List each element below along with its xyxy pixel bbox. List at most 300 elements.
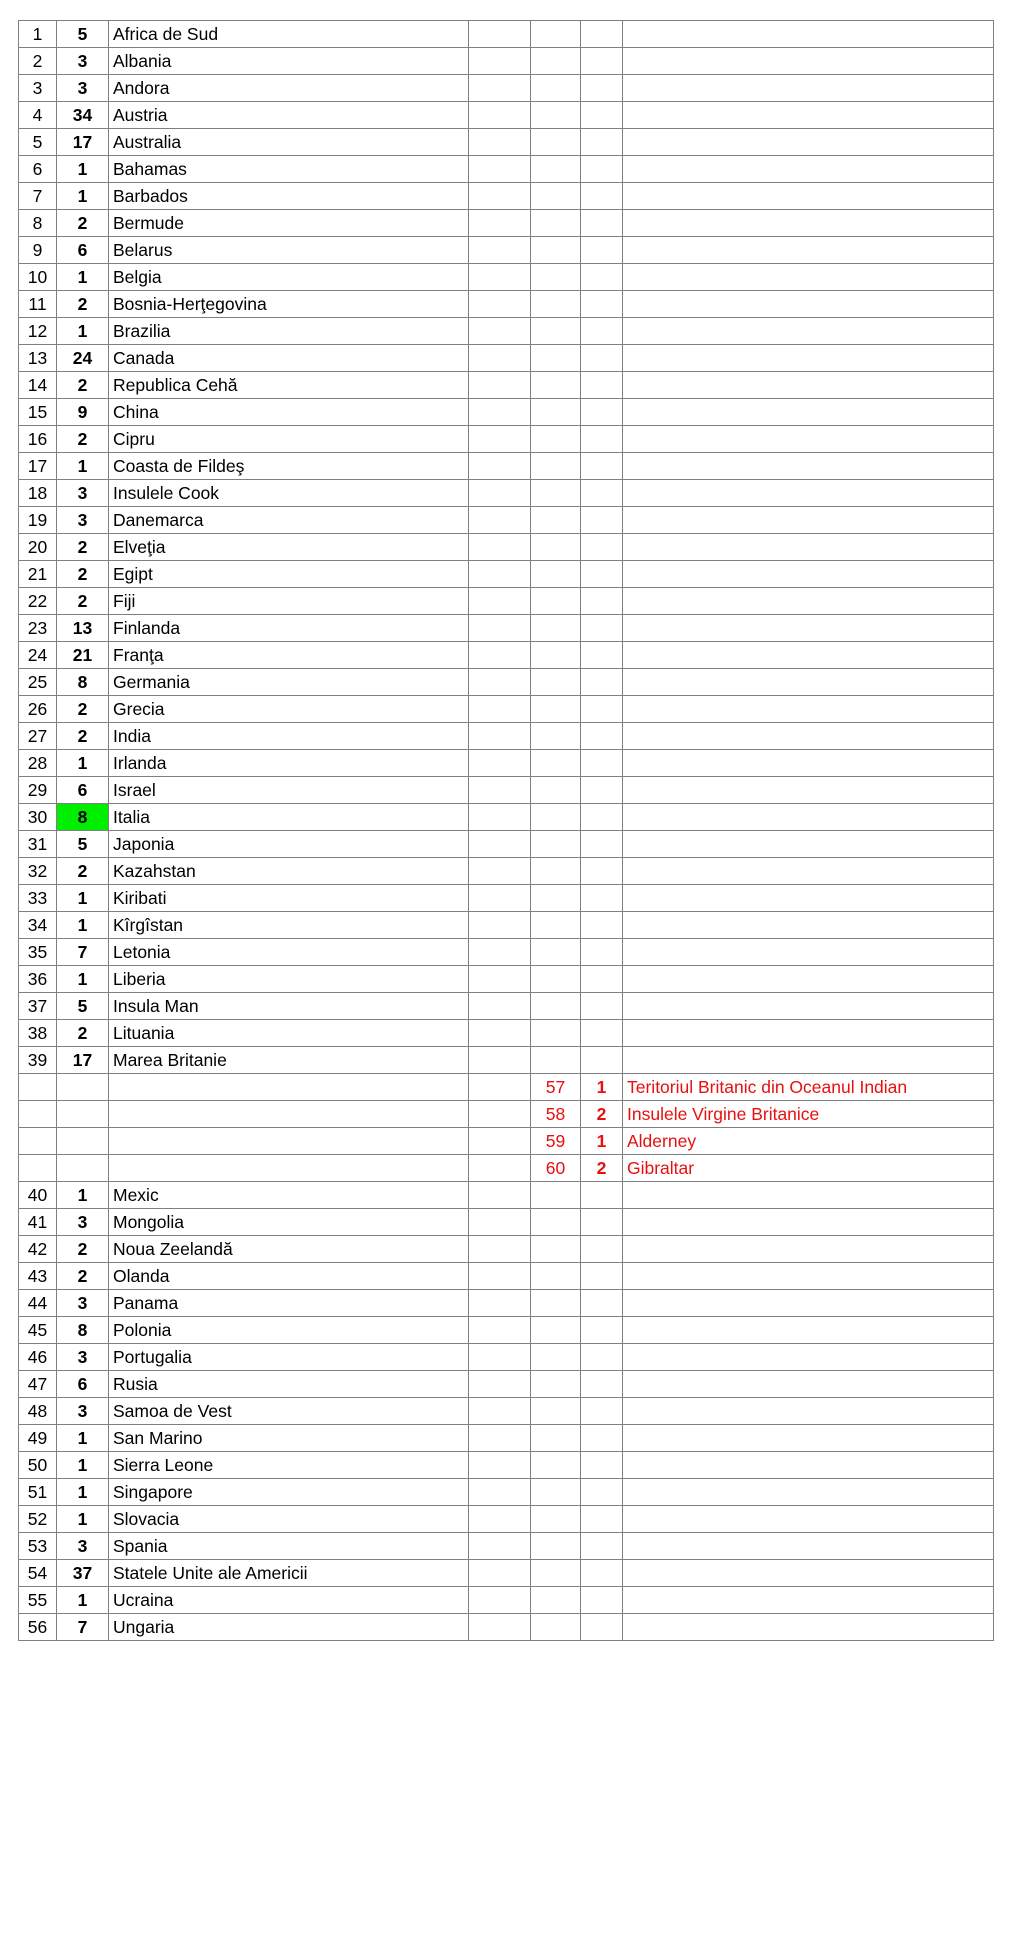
cell-empty-g[interactable] bbox=[623, 21, 994, 48]
cell-count[interactable]: 1 bbox=[57, 183, 109, 210]
cell-country-name[interactable]: Rusia bbox=[109, 1371, 469, 1398]
cell-empty-e[interactable] bbox=[531, 588, 581, 615]
cell-count[interactable]: 2 bbox=[57, 588, 109, 615]
cell-empty-g[interactable] bbox=[623, 507, 994, 534]
cell-empty-g[interactable] bbox=[623, 48, 994, 75]
cell-row-number[interactable]: 42 bbox=[19, 1236, 57, 1263]
cell-empty-d[interactable] bbox=[469, 723, 531, 750]
cell-row-number[interactable]: 27 bbox=[19, 723, 57, 750]
cell-empty-g[interactable] bbox=[623, 777, 994, 804]
cell-count[interactable]: 1 bbox=[57, 318, 109, 345]
cell-row-number[interactable]: 19 bbox=[19, 507, 57, 534]
cell-country-name[interactable]: China bbox=[109, 399, 469, 426]
cell-empty-d[interactable] bbox=[469, 1425, 531, 1452]
cell-empty-d[interactable] bbox=[469, 1236, 531, 1263]
cell-empty-e[interactable] bbox=[531, 1236, 581, 1263]
cell-count[interactable]: 2 bbox=[57, 858, 109, 885]
cell-empty-d[interactable] bbox=[469, 696, 531, 723]
cell-empty-d[interactable] bbox=[469, 1317, 531, 1344]
cell-count[interactable]: 1 bbox=[57, 1506, 109, 1533]
cell-empty-e[interactable] bbox=[531, 156, 581, 183]
cell-row-number[interactable]: 29 bbox=[19, 777, 57, 804]
cell-row-number[interactable]: 53 bbox=[19, 1533, 57, 1560]
cell-row-number[interactable]: 40 bbox=[19, 1182, 57, 1209]
cell-empty-d[interactable] bbox=[469, 1209, 531, 1236]
cell-count[interactable]: 2 bbox=[57, 534, 109, 561]
cell-row-number[interactable]: 7 bbox=[19, 183, 57, 210]
cell-empty-e[interactable] bbox=[531, 723, 581, 750]
cell-count[interactable]: 17 bbox=[57, 129, 109, 156]
cell-empty-d[interactable] bbox=[469, 75, 531, 102]
cell-count[interactable]: 5 bbox=[57, 21, 109, 48]
cell-empty-f[interactable] bbox=[581, 426, 623, 453]
cell-count[interactable]: 6 bbox=[57, 1371, 109, 1398]
cell-country-name[interactable]: Irlanda bbox=[109, 750, 469, 777]
cell-empty-e[interactable] bbox=[531, 1587, 581, 1614]
cell-empty-f[interactable] bbox=[581, 1533, 623, 1560]
cell-empty-e[interactable] bbox=[531, 1398, 581, 1425]
cell-empty-e[interactable] bbox=[531, 1560, 581, 1587]
cell-country-name[interactable]: Cipru bbox=[109, 426, 469, 453]
cell-country-name[interactable]: Danemarca bbox=[109, 507, 469, 534]
cell-row-number[interactable]: 39 bbox=[19, 1047, 57, 1074]
cell-empty-f[interactable] bbox=[581, 345, 623, 372]
cell-empty-g[interactable] bbox=[623, 696, 994, 723]
cell-empty-f[interactable] bbox=[581, 831, 623, 858]
cell-row-number[interactable]: 25 bbox=[19, 669, 57, 696]
cell-row-number[interactable]: 38 bbox=[19, 1020, 57, 1047]
cell-empty-g[interactable] bbox=[623, 1182, 994, 1209]
cell-sub-territory-name[interactable]: Insulele Virgine Britanice bbox=[623, 1101, 994, 1128]
cell-count[interactable]: 1 bbox=[57, 885, 109, 912]
cell-empty-f[interactable] bbox=[581, 1317, 623, 1344]
cell-row-number[interactable]: 1 bbox=[19, 21, 57, 48]
cell-empty-d[interactable] bbox=[469, 912, 531, 939]
cell-empty-e[interactable] bbox=[531, 777, 581, 804]
cell-empty-g[interactable] bbox=[623, 534, 994, 561]
cell-count[interactable]: 2 bbox=[57, 426, 109, 453]
cell-empty-d[interactable] bbox=[469, 1074, 531, 1101]
cell-country-name[interactable]: Israel bbox=[109, 777, 469, 804]
cell-empty-e[interactable] bbox=[531, 237, 581, 264]
cell-empty-f[interactable] bbox=[581, 642, 623, 669]
cell-count[interactable]: 1 bbox=[57, 966, 109, 993]
cell-empty-f[interactable] bbox=[581, 156, 623, 183]
cell-empty-e[interactable] bbox=[531, 1614, 581, 1641]
cell-empty-d[interactable] bbox=[469, 1155, 531, 1182]
cell-row-number[interactable]: 52 bbox=[19, 1506, 57, 1533]
cell-country-name[interactable]: Germania bbox=[109, 669, 469, 696]
cell-empty-g[interactable] bbox=[623, 642, 994, 669]
cell-row-number[interactable]: 47 bbox=[19, 1371, 57, 1398]
cell-row-number[interactable]: 45 bbox=[19, 1317, 57, 1344]
cell-empty-d[interactable] bbox=[469, 642, 531, 669]
cell-country-name[interactable]: Marea Britanie bbox=[109, 1047, 469, 1074]
cell-empty-f[interactable] bbox=[581, 1398, 623, 1425]
cell-empty-g[interactable] bbox=[623, 993, 994, 1020]
cell-country-name[interactable]: Elveţia bbox=[109, 534, 469, 561]
cell-empty-d[interactable] bbox=[469, 183, 531, 210]
cell-empty-f[interactable] bbox=[581, 102, 623, 129]
cell-country-name[interactable]: Fiji bbox=[109, 588, 469, 615]
cell-empty-f[interactable] bbox=[581, 1209, 623, 1236]
cell-sub-row-number[interactable]: 57 bbox=[531, 1074, 581, 1101]
cell-empty-a[interactable] bbox=[19, 1101, 57, 1128]
cell-empty-f[interactable] bbox=[581, 939, 623, 966]
cell-count[interactable]: 3 bbox=[57, 1209, 109, 1236]
cell-empty-d[interactable] bbox=[469, 588, 531, 615]
cell-empty-f[interactable] bbox=[581, 1452, 623, 1479]
cell-count[interactable]: 3 bbox=[57, 75, 109, 102]
cell-empty-f[interactable] bbox=[581, 993, 623, 1020]
cell-empty-e[interactable] bbox=[531, 183, 581, 210]
cell-count[interactable]: 7 bbox=[57, 939, 109, 966]
cell-empty-e[interactable] bbox=[531, 1047, 581, 1074]
cell-empty-e[interactable] bbox=[531, 993, 581, 1020]
cell-empty-e[interactable] bbox=[531, 1506, 581, 1533]
cell-country-name[interactable]: Ungaria bbox=[109, 1614, 469, 1641]
cell-count[interactable]: 3 bbox=[57, 1398, 109, 1425]
cell-empty-e[interactable] bbox=[531, 129, 581, 156]
cell-empty-d[interactable] bbox=[469, 831, 531, 858]
cell-empty-e[interactable] bbox=[531, 696, 581, 723]
cell-row-number[interactable]: 16 bbox=[19, 426, 57, 453]
cell-empty-g[interactable] bbox=[623, 1587, 994, 1614]
cell-row-number[interactable]: 6 bbox=[19, 156, 57, 183]
cell-count[interactable]: 2 bbox=[57, 723, 109, 750]
cell-empty-g[interactable] bbox=[623, 1020, 994, 1047]
cell-row-number[interactable]: 46 bbox=[19, 1344, 57, 1371]
cell-empty-b[interactable] bbox=[57, 1074, 109, 1101]
cell-empty-d[interactable] bbox=[469, 1506, 531, 1533]
cell-country-name[interactable]: Insulele Cook bbox=[109, 480, 469, 507]
cell-empty-g[interactable] bbox=[623, 1047, 994, 1074]
cell-empty-g[interactable] bbox=[623, 1614, 994, 1641]
cell-empty-e[interactable] bbox=[531, 1020, 581, 1047]
cell-country-name[interactable]: Andora bbox=[109, 75, 469, 102]
cell-empty-g[interactable] bbox=[623, 1344, 994, 1371]
cell-empty-f[interactable] bbox=[581, 129, 623, 156]
cell-empty-f[interactable] bbox=[581, 75, 623, 102]
cell-count[interactable]: 3 bbox=[57, 1533, 109, 1560]
cell-empty-e[interactable] bbox=[531, 48, 581, 75]
cell-empty-c[interactable] bbox=[109, 1074, 469, 1101]
cell-row-number[interactable]: 18 bbox=[19, 480, 57, 507]
cell-row-number[interactable]: 26 bbox=[19, 696, 57, 723]
cell-empty-e[interactable] bbox=[531, 1371, 581, 1398]
cell-country-name[interactable]: Grecia bbox=[109, 696, 469, 723]
cell-empty-e[interactable] bbox=[531, 480, 581, 507]
cell-empty-d[interactable] bbox=[469, 1371, 531, 1398]
cell-row-number[interactable]: 28 bbox=[19, 750, 57, 777]
cell-row-number[interactable]: 56 bbox=[19, 1614, 57, 1641]
cell-empty-d[interactable] bbox=[469, 750, 531, 777]
cell-row-number[interactable]: 23 bbox=[19, 615, 57, 642]
cell-empty-d[interactable] bbox=[469, 507, 531, 534]
cell-country-name[interactable]: Samoa de Vest bbox=[109, 1398, 469, 1425]
cell-country-name[interactable]: Bosnia-Herţegovina bbox=[109, 291, 469, 318]
cell-count[interactable]: 2 bbox=[57, 291, 109, 318]
cell-empty-g[interactable] bbox=[623, 453, 994, 480]
cell-empty-g[interactable] bbox=[623, 291, 994, 318]
cell-empty-g[interactable] bbox=[623, 804, 994, 831]
cell-empty-d[interactable] bbox=[469, 1290, 531, 1317]
cell-country-name[interactable]: Kiribati bbox=[109, 885, 469, 912]
cell-empty-g[interactable] bbox=[623, 561, 994, 588]
cell-count[interactable]: 1 bbox=[57, 264, 109, 291]
cell-empty-f[interactable] bbox=[581, 1290, 623, 1317]
cell-empty-e[interactable] bbox=[531, 372, 581, 399]
cell-row-number[interactable]: 20 bbox=[19, 534, 57, 561]
cell-country-name[interactable]: Kîrgîstan bbox=[109, 912, 469, 939]
cell-empty-d[interactable] bbox=[469, 1128, 531, 1155]
cell-empty-e[interactable] bbox=[531, 21, 581, 48]
cell-count[interactable]: 1 bbox=[57, 1587, 109, 1614]
cell-empty-e[interactable] bbox=[531, 426, 581, 453]
cell-empty-e[interactable] bbox=[531, 102, 581, 129]
cell-empty-e[interactable] bbox=[531, 1479, 581, 1506]
cell-empty-c[interactable] bbox=[109, 1128, 469, 1155]
cell-empty-f[interactable] bbox=[581, 507, 623, 534]
cell-empty-g[interactable] bbox=[623, 588, 994, 615]
cell-empty-f[interactable] bbox=[581, 318, 623, 345]
cell-count[interactable]: 3 bbox=[57, 1290, 109, 1317]
cell-country-name[interactable]: Sierra Leone bbox=[109, 1452, 469, 1479]
cell-row-number[interactable]: 15 bbox=[19, 399, 57, 426]
cell-empty-d[interactable] bbox=[469, 237, 531, 264]
cell-country-name[interactable]: Letonia bbox=[109, 939, 469, 966]
cell-empty-e[interactable] bbox=[531, 291, 581, 318]
cell-count[interactable]: 1 bbox=[57, 1425, 109, 1452]
cell-empty-g[interactable] bbox=[623, 912, 994, 939]
cell-empty-f[interactable] bbox=[581, 264, 623, 291]
cell-empty-f[interactable] bbox=[581, 1344, 623, 1371]
cell-country-name[interactable]: Mongolia bbox=[109, 1209, 469, 1236]
cell-row-number[interactable]: 44 bbox=[19, 1290, 57, 1317]
cell-country-name[interactable]: Noua Zeelandă bbox=[109, 1236, 469, 1263]
cell-empty-g[interactable] bbox=[623, 831, 994, 858]
cell-empty-e[interactable] bbox=[531, 858, 581, 885]
cell-country-name[interactable]: Africa de Sud bbox=[109, 21, 469, 48]
cell-row-number[interactable]: 8 bbox=[19, 210, 57, 237]
cell-empty-g[interactable] bbox=[623, 210, 994, 237]
cell-empty-f[interactable] bbox=[581, 1479, 623, 1506]
cell-count[interactable]: 2 bbox=[57, 210, 109, 237]
cell-empty-f[interactable] bbox=[581, 183, 623, 210]
cell-empty-f[interactable] bbox=[581, 588, 623, 615]
cell-empty-d[interactable] bbox=[469, 345, 531, 372]
cell-empty-e[interactable] bbox=[531, 1533, 581, 1560]
cell-empty-f[interactable] bbox=[581, 453, 623, 480]
cell-empty-f[interactable] bbox=[581, 912, 623, 939]
cell-empty-d[interactable] bbox=[469, 372, 531, 399]
cell-row-number[interactable]: 37 bbox=[19, 993, 57, 1020]
cell-empty-g[interactable] bbox=[623, 264, 994, 291]
cell-empty-f[interactable] bbox=[581, 210, 623, 237]
cell-sub-territory-name[interactable]: Gibraltar bbox=[623, 1155, 994, 1182]
cell-empty-f[interactable] bbox=[581, 48, 623, 75]
cell-count[interactable]: 1 bbox=[57, 912, 109, 939]
cell-count[interactable]: 7 bbox=[57, 1614, 109, 1641]
cell-row-number[interactable]: 10 bbox=[19, 264, 57, 291]
cell-empty-d[interactable] bbox=[469, 156, 531, 183]
cell-row-number[interactable]: 31 bbox=[19, 831, 57, 858]
cell-row-number[interactable]: 32 bbox=[19, 858, 57, 885]
cell-empty-a[interactable] bbox=[19, 1155, 57, 1182]
cell-count[interactable]: 24 bbox=[57, 345, 109, 372]
cell-row-number[interactable]: 4 bbox=[19, 102, 57, 129]
cell-sub-count[interactable]: 2 bbox=[581, 1101, 623, 1128]
cell-count[interactable]: 2 bbox=[57, 561, 109, 588]
cell-row-number[interactable]: 36 bbox=[19, 966, 57, 993]
cell-empty-d[interactable] bbox=[469, 993, 531, 1020]
cell-empty-f[interactable] bbox=[581, 777, 623, 804]
cell-empty-d[interactable] bbox=[469, 669, 531, 696]
cell-country-name[interactable]: Republica Cehă bbox=[109, 372, 469, 399]
cell-empty-d[interactable] bbox=[469, 777, 531, 804]
cell-empty-d[interactable] bbox=[469, 1020, 531, 1047]
cell-empty-d[interactable] bbox=[469, 1452, 531, 1479]
cell-empty-a[interactable] bbox=[19, 1128, 57, 1155]
cell-empty-g[interactable] bbox=[623, 1317, 994, 1344]
cell-count[interactable]: 8 bbox=[57, 804, 109, 831]
cell-empty-g[interactable] bbox=[623, 1506, 994, 1533]
cell-empty-e[interactable] bbox=[531, 1209, 581, 1236]
cell-empty-g[interactable] bbox=[623, 858, 994, 885]
cell-empty-e[interactable] bbox=[531, 885, 581, 912]
cell-empty-e[interactable] bbox=[531, 318, 581, 345]
cell-row-number[interactable]: 34 bbox=[19, 912, 57, 939]
cell-empty-g[interactable] bbox=[623, 426, 994, 453]
cell-empty-g[interactable] bbox=[623, 750, 994, 777]
cell-empty-f[interactable] bbox=[581, 21, 623, 48]
cell-empty-f[interactable] bbox=[581, 885, 623, 912]
cell-empty-g[interactable] bbox=[623, 723, 994, 750]
cell-empty-e[interactable] bbox=[531, 1263, 581, 1290]
cell-empty-f[interactable] bbox=[581, 1506, 623, 1533]
cell-empty-e[interactable] bbox=[531, 1317, 581, 1344]
cell-empty-g[interactable] bbox=[623, 345, 994, 372]
cell-empty-f[interactable] bbox=[581, 1263, 623, 1290]
cell-empty-e[interactable] bbox=[531, 399, 581, 426]
cell-row-number[interactable]: 35 bbox=[19, 939, 57, 966]
cell-empty-g[interactable] bbox=[623, 480, 994, 507]
cell-count[interactable]: 2 bbox=[57, 696, 109, 723]
cell-row-number[interactable]: 22 bbox=[19, 588, 57, 615]
cell-count[interactable]: 9 bbox=[57, 399, 109, 426]
cell-empty-d[interactable] bbox=[469, 966, 531, 993]
cell-country-name[interactable]: Lituania bbox=[109, 1020, 469, 1047]
cell-empty-d[interactable] bbox=[469, 1479, 531, 1506]
cell-empty-f[interactable] bbox=[581, 237, 623, 264]
cell-empty-d[interactable] bbox=[469, 1101, 531, 1128]
cell-empty-d[interactable] bbox=[469, 1614, 531, 1641]
cell-row-number[interactable]: 12 bbox=[19, 318, 57, 345]
cell-empty-g[interactable] bbox=[623, 1560, 994, 1587]
cell-empty-d[interactable] bbox=[469, 804, 531, 831]
cell-empty-f[interactable] bbox=[581, 750, 623, 777]
cell-empty-e[interactable] bbox=[531, 210, 581, 237]
cell-sub-row-number[interactable]: 58 bbox=[531, 1101, 581, 1128]
cell-country-name[interactable]: Australia bbox=[109, 129, 469, 156]
cell-empty-d[interactable] bbox=[469, 102, 531, 129]
cell-empty-g[interactable] bbox=[623, 615, 994, 642]
cell-row-number[interactable]: 51 bbox=[19, 1479, 57, 1506]
cell-empty-d[interactable] bbox=[469, 1182, 531, 1209]
cell-country-name[interactable]: Finlanda bbox=[109, 615, 469, 642]
cell-empty-f[interactable] bbox=[581, 723, 623, 750]
cell-sub-count[interactable]: 1 bbox=[581, 1074, 623, 1101]
cell-country-name[interactable]: Belarus bbox=[109, 237, 469, 264]
cell-count[interactable]: 1 bbox=[57, 453, 109, 480]
cell-empty-b[interactable] bbox=[57, 1101, 109, 1128]
cell-empty-e[interactable] bbox=[531, 507, 581, 534]
cell-country-name[interactable]: Spania bbox=[109, 1533, 469, 1560]
cell-empty-d[interactable] bbox=[469, 21, 531, 48]
cell-empty-f[interactable] bbox=[581, 534, 623, 561]
cell-empty-g[interactable] bbox=[623, 399, 994, 426]
cell-count[interactable]: 8 bbox=[57, 1317, 109, 1344]
cell-country-name[interactable]: India bbox=[109, 723, 469, 750]
cell-empty-g[interactable] bbox=[623, 183, 994, 210]
cell-empty-g[interactable] bbox=[623, 966, 994, 993]
cell-empty-g[interactable] bbox=[623, 129, 994, 156]
cell-empty-f[interactable] bbox=[581, 1371, 623, 1398]
cell-sub-count[interactable]: 2 bbox=[581, 1155, 623, 1182]
cell-country-name[interactable]: Japonia bbox=[109, 831, 469, 858]
cell-row-number[interactable]: 43 bbox=[19, 1263, 57, 1290]
cell-empty-g[interactable] bbox=[623, 1290, 994, 1317]
cell-empty-g[interactable] bbox=[623, 1209, 994, 1236]
cell-empty-e[interactable] bbox=[531, 1290, 581, 1317]
cell-empty-f[interactable] bbox=[581, 1425, 623, 1452]
cell-empty-f[interactable] bbox=[581, 615, 623, 642]
cell-empty-g[interactable] bbox=[623, 1263, 994, 1290]
cell-empty-d[interactable] bbox=[469, 291, 531, 318]
cell-count[interactable]: 3 bbox=[57, 1344, 109, 1371]
cell-empty-e[interactable] bbox=[531, 345, 581, 372]
cell-empty-d[interactable] bbox=[469, 48, 531, 75]
cell-count[interactable]: 37 bbox=[57, 1560, 109, 1587]
cell-empty-f[interactable] bbox=[581, 561, 623, 588]
cell-empty-d[interactable] bbox=[469, 1560, 531, 1587]
cell-count[interactable]: 6 bbox=[57, 237, 109, 264]
cell-count[interactable]: 1 bbox=[57, 1452, 109, 1479]
cell-empty-g[interactable] bbox=[623, 1425, 994, 1452]
cell-count[interactable]: 3 bbox=[57, 507, 109, 534]
cell-country-name[interactable]: Insula Man bbox=[109, 993, 469, 1020]
cell-country-name[interactable]: Coasta de Fildeş bbox=[109, 453, 469, 480]
cell-country-name[interactable]: Barbados bbox=[109, 183, 469, 210]
cell-empty-e[interactable] bbox=[531, 750, 581, 777]
cell-empty-f[interactable] bbox=[581, 291, 623, 318]
cell-empty-d[interactable] bbox=[469, 129, 531, 156]
cell-empty-d[interactable] bbox=[469, 426, 531, 453]
cell-empty-d[interactable] bbox=[469, 1344, 531, 1371]
cell-empty-g[interactable] bbox=[623, 1533, 994, 1560]
cell-empty-g[interactable] bbox=[623, 1479, 994, 1506]
cell-empty-b[interactable] bbox=[57, 1155, 109, 1182]
cell-empty-f[interactable] bbox=[581, 696, 623, 723]
cell-count[interactable]: 6 bbox=[57, 777, 109, 804]
cell-empty-f[interactable] bbox=[581, 858, 623, 885]
cell-empty-e[interactable] bbox=[531, 534, 581, 561]
cell-empty-e[interactable] bbox=[531, 642, 581, 669]
cell-row-number[interactable]: 48 bbox=[19, 1398, 57, 1425]
cell-empty-g[interactable] bbox=[623, 939, 994, 966]
cell-empty-e[interactable] bbox=[531, 804, 581, 831]
cell-empty-g[interactable] bbox=[623, 372, 994, 399]
